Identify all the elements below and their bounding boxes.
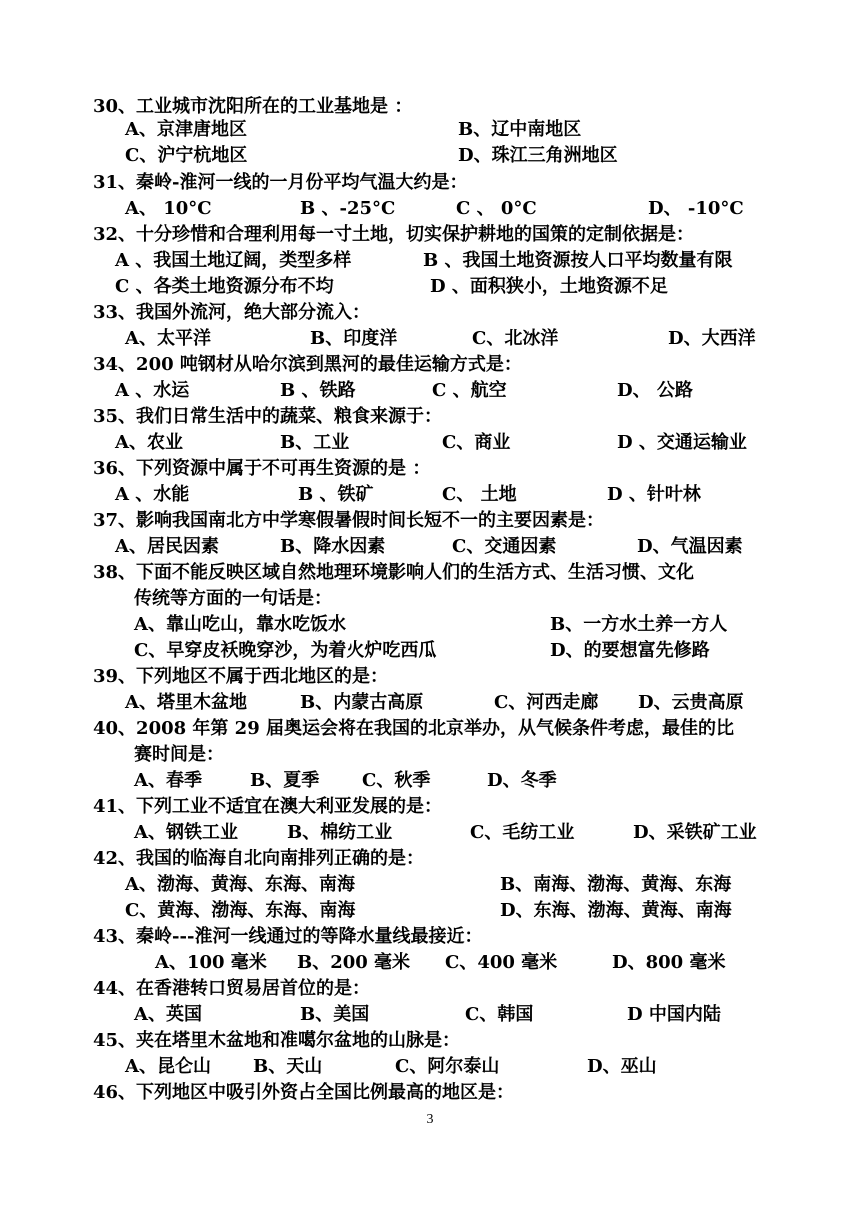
option-text: A、太平洋 <box>125 328 211 349</box>
option-text: B 、铁路 <box>280 380 356 401</box>
question-text: 42、我国的临海自北向南排列正确的是： <box>93 848 425 869</box>
question-line <box>0 1080 860 1106</box>
option-text: C、商业 <box>442 432 511 453</box>
question-text: 46、下列地区中吸引外资占全国比例最高的地区是： <box>93 1082 515 1103</box>
question-line <box>0 352 860 378</box>
options-line <box>0 430 860 456</box>
option-text: B、印度洋 <box>310 328 398 349</box>
option-text: D、冬季 <box>487 770 557 791</box>
option-text: D 中国内陆 <box>627 1004 721 1025</box>
question-line <box>0 404 860 430</box>
option-text: D、采铁矿工业 <box>633 822 757 843</box>
options-line <box>0 482 860 508</box>
option-text: B、天山 <box>253 1056 323 1077</box>
question-line <box>0 508 860 534</box>
option-text: B 、铁矿 <box>298 484 374 505</box>
option-text: D、珠江三角洲地区 <box>458 145 618 166</box>
question-text: 41、下列工业不适宜在澳大利亚发展的是： <box>93 796 443 817</box>
question-line <box>0 300 860 326</box>
question-text: 39、下列地区不属于西北地区的是： <box>93 666 389 687</box>
option-text: C 、各类土地资源分布不均 <box>115 276 334 297</box>
option-text: D、大西洋 <box>668 328 756 349</box>
option-text: C 、航空 <box>432 380 507 401</box>
option-text: C、毛纺工业 <box>470 822 575 843</box>
option-text: A 、水能 <box>115 484 190 505</box>
options-line <box>0 820 860 846</box>
option-text: D、的要想富先修路 <box>550 640 710 661</box>
question-text: 43、秦岭---淮河一线通过的等降水量线最接近： <box>93 926 483 947</box>
option-text: A、居民因素 <box>115 536 219 557</box>
option-text: B、辽中南地区 <box>458 119 582 140</box>
option-text: C、黄海、渤海、东海、南海 <box>125 900 356 921</box>
options-line <box>0 1002 860 1028</box>
options-line <box>0 742 860 768</box>
options-line <box>0 534 860 560</box>
option-text: D、800 毫米 <box>612 952 726 973</box>
option-text: D、东海、渤海、黄海、南海 <box>500 900 732 921</box>
options-line <box>0 143 860 169</box>
option-text: D、云贵高原 <box>638 692 744 713</box>
options-line <box>0 248 860 274</box>
question-text: 传统等方面的一句话是： <box>134 588 332 609</box>
question-text: 45、夹在塔里木盆地和准噶尔盆地的山脉是： <box>93 1030 461 1051</box>
question-line <box>0 716 860 742</box>
option-text: A、昆仑山 <box>125 1056 211 1077</box>
option-text: C、 土地 <box>442 484 517 505</box>
option-text: B、美国 <box>300 1004 370 1025</box>
question-text: 32、十分珍惜和合理利用每一寸土地，切实保护耕地的国策的定制依据是： <box>93 224 695 245</box>
options-line <box>0 1054 860 1080</box>
option-text: C、秋季 <box>362 770 431 791</box>
option-text: D、 -10°C <box>648 198 744 219</box>
question-text: 35、我们日常生活中的蔬菜、粮食来源于： <box>93 406 443 427</box>
option-text: C、北冰洋 <box>472 328 559 349</box>
question-text: 38、下面不能反映区域自然地理环境影响人们的生活方式、生活习惯、文化 <box>93 562 695 583</box>
option-text: B 、我国土地资源按人口平均数量有限 <box>423 250 733 271</box>
question-line <box>0 560 860 586</box>
option-text: B、夏季 <box>250 770 320 791</box>
question-line <box>0 170 860 196</box>
option-text: D 、交通运输业 <box>617 432 747 453</box>
option-text: D、 公路 <box>617 380 693 401</box>
options-line <box>0 768 860 794</box>
option-text: A、渤海、黄海、东海、南海 <box>125 874 355 895</box>
question-text: 33、我国外流河，绝大部分流入： <box>93 302 371 323</box>
question-line <box>0 846 860 872</box>
options-line <box>0 612 860 638</box>
option-text: A 、水运 <box>115 380 190 401</box>
page-number: 3 <box>426 1112 434 1127</box>
question-line <box>0 664 860 690</box>
options-line <box>0 274 860 300</box>
option-text: B、一方水土养一方人 <box>550 614 728 635</box>
question-line <box>0 924 860 950</box>
option-text: C、韩国 <box>465 1004 534 1025</box>
options-line <box>0 378 860 404</box>
question-text: 31、秦岭-淮河一线的一月份平均气温大约是： <box>93 172 468 193</box>
question-line <box>0 794 860 820</box>
options-line <box>0 950 860 976</box>
option-text: B、工业 <box>280 432 350 453</box>
option-text: C 、 0°C <box>456 198 537 219</box>
question-line <box>0 456 860 482</box>
option-text: D、巫山 <box>587 1056 657 1077</box>
options-line <box>0 638 860 664</box>
question-text: 40、2008 年第 29 届奥运会将在我国的北京举办，从气候条件考虑，最佳的比 <box>93 718 734 739</box>
option-text: A、京津唐地区 <box>125 119 247 140</box>
option-text: C、阿尔泰山 <box>395 1056 500 1077</box>
option-text: C、沪宁杭地区 <box>125 145 248 166</box>
option-text: A、靠山吃山，靠水吃饭水 <box>134 614 346 635</box>
question-text: 30、工业城市沈阳所在的工业基地是 ： <box>93 96 413 117</box>
option-text: B、南海、渤海、黄海、东海 <box>500 874 732 895</box>
options-line <box>0 586 860 612</box>
options-line <box>0 196 860 222</box>
option-text: A、100 毫米 <box>155 952 267 973</box>
options-line <box>0 117 860 143</box>
option-text: A、 10°C <box>125 198 212 219</box>
option-text: A、塔里木盆地 <box>125 692 247 713</box>
option-text: A、英国 <box>134 1004 202 1025</box>
options-line <box>0 898 860 924</box>
option-text: C、交通因素 <box>452 536 557 557</box>
question-text: 36、下列资源中属于不可再生资源的是 ： <box>93 458 431 479</box>
options-line <box>0 326 860 352</box>
options-line <box>0 872 860 898</box>
option-text: B、降水因素 <box>280 536 386 557</box>
question-line <box>0 1028 860 1054</box>
option-text: A 、我国土地辽阔，类型多样 <box>115 250 352 271</box>
option-text: C、400 毫米 <box>445 952 558 973</box>
option-text: B、棉纺工业 <box>287 822 393 843</box>
question-text: 34、200 吨钢材从哈尔滨到黑河的最佳运输方式是： <box>93 354 522 375</box>
question-line <box>0 976 860 1002</box>
options-line <box>0 690 860 716</box>
option-text: D 、面积狭小，土地资源不足 <box>430 276 668 297</box>
question-line <box>0 222 860 248</box>
option-text: B 、-25°C <box>300 198 396 219</box>
option-text: C、早穿皮袄晚穿沙，为着火炉吃西瓜 <box>134 640 437 661</box>
option-text: A、钢铁工业 <box>134 822 238 843</box>
option-text: B、200 毫米 <box>297 952 411 973</box>
question-text: 37、影响我国南北方中学寒假暑假时间长短不一的主要因素是： <box>93 510 605 531</box>
question-text: 44、在香港转口贸易居首位的是： <box>93 978 371 999</box>
option-text: A、农业 <box>115 432 183 453</box>
option-text: A、春季 <box>134 770 202 791</box>
option-text: B、内蒙古高原 <box>300 692 424 713</box>
question-text: 赛时间是： <box>134 744 224 765</box>
option-text: D、气温因素 <box>637 536 743 557</box>
option-text: C、河西走廊 <box>494 692 599 713</box>
option-text: D 、针叶林 <box>607 484 701 505</box>
